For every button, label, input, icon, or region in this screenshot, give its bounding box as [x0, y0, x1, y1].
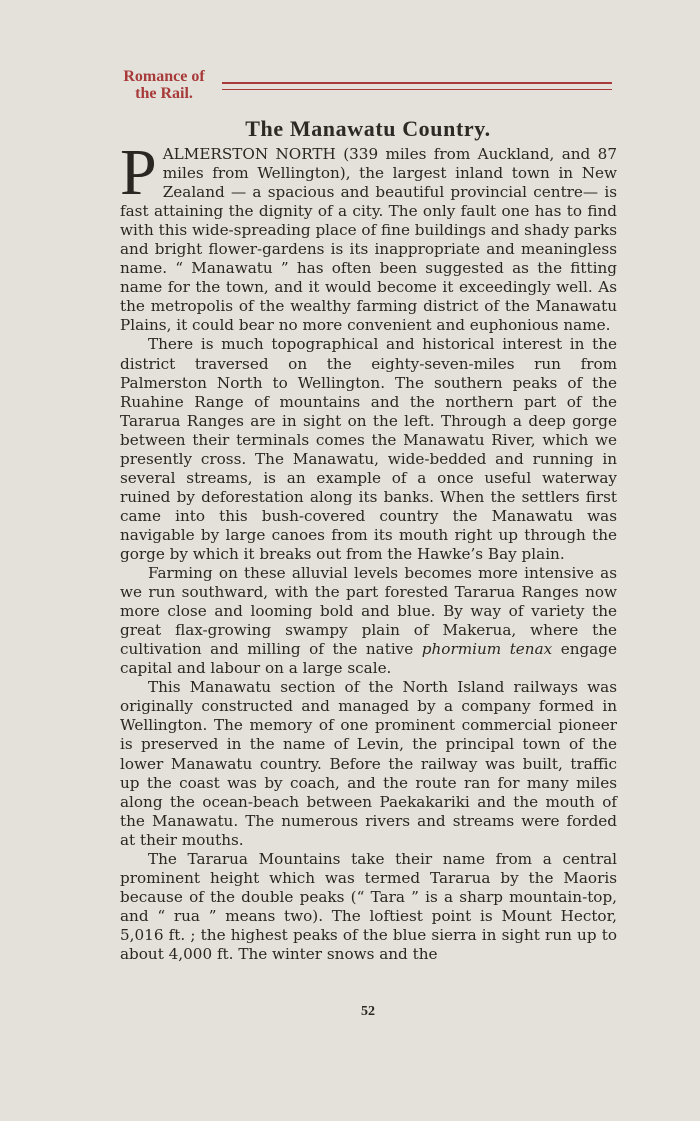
running-header-line-2: the Rail.: [135, 85, 193, 102]
drop-cap: P: [120, 136, 157, 209]
body-text: [120, 136, 617, 964]
paragraph-2: There is much topographical and historical interest in the district traversed on the eighty-seven-miles run from Palmerston North to Wellington. The southern peaks of the Ruahine Range of mountains and the northern part of the Tararua Ranges are in sight on the left. Through a deep gorge between their terminals comes the Manawatu River, which we presently cross. The Manawatu, wide-bedded and running in several streams, is an example of a once useful waterway ruined by deforestation along its banks. When the settlers first came into this bush-covered country the Manawatu was navigable by large canoes from its mouth right up through the gorge by which it breaks out from the Hawke’s Bay plain.: [120, 335, 617, 563]
running-header-line-1: Romance of: [123, 68, 205, 85]
paragraph-3: [120, 564, 617, 678]
paragraph-3-text-b: engage capital and labour on a large scale.: [120, 640, 617, 678]
chapter-title: The Manawatu Country.: [245, 116, 491, 141]
header-rule-thick: [222, 82, 612, 84]
running-header: [112, 68, 216, 102]
paragraph-4: This Manawatu section of the North Island railways was originally constructed and managed by a company formed in Wellington. The memory of one prominent commercial pioneer is preserved in the name of Levin, the principal town of the lower Manawatu country. Before the railway was built, traffic up the coast was by coach, and the route ran for many miles along the ocean-beach between Paekakariki and the mouth of the Manawatu. The numerous rivers and streams were forded at their mouths.: [120, 678, 617, 849]
page-number: 52: [361, 1004, 375, 1019]
paragraph-1: [120, 136, 617, 335]
header-rule-thin: [222, 89, 612, 90]
paragraph-3-text-a: Farming on these alluvial levels becomes more intensive as we run southward, with the part forested Tararua Ranges now more close and looming bold and blue. By way of variety the great flax-growing swampy plain of Makerua, where the cultivation and milling of the native: [120, 564, 617, 659]
paragraph-1-text: ALMERSTON NORTH (339 miles from Auckland, and 87 miles from Wellington), the largest inland town in New Zealand — a spacious and beautiful provincial centre— is fast attaining the dignity of a city. The only fault one has to find with this wide-spreading place of fine buildings and shady parks and bright flower-gardens is its inappropriate and meaningless name. “ Manawatu ” has often been suggested as the fitting name for the town, and it would become it exceedingly well. As the metropolis of the wealthy farming district of the Manawatu Plains, it could bear no more convenient and euphonious name.: [120, 145, 617, 335]
paragraph-3-italic-term: phormium tenax: [421, 640, 553, 659]
paragraph-5: The Tararua Mountains take their name from a central prominent height which was termed Tararua by the Maoris because of the double peaks (“ Tara ” is a sharp mountain-top, and “ rua ” means two). The loftiest point is Mount Hector, 5,016 ft. ; the highest peaks of the blue sierra in sight run up to about 4,000 ft. The winter snows and the: [120, 849, 617, 963]
